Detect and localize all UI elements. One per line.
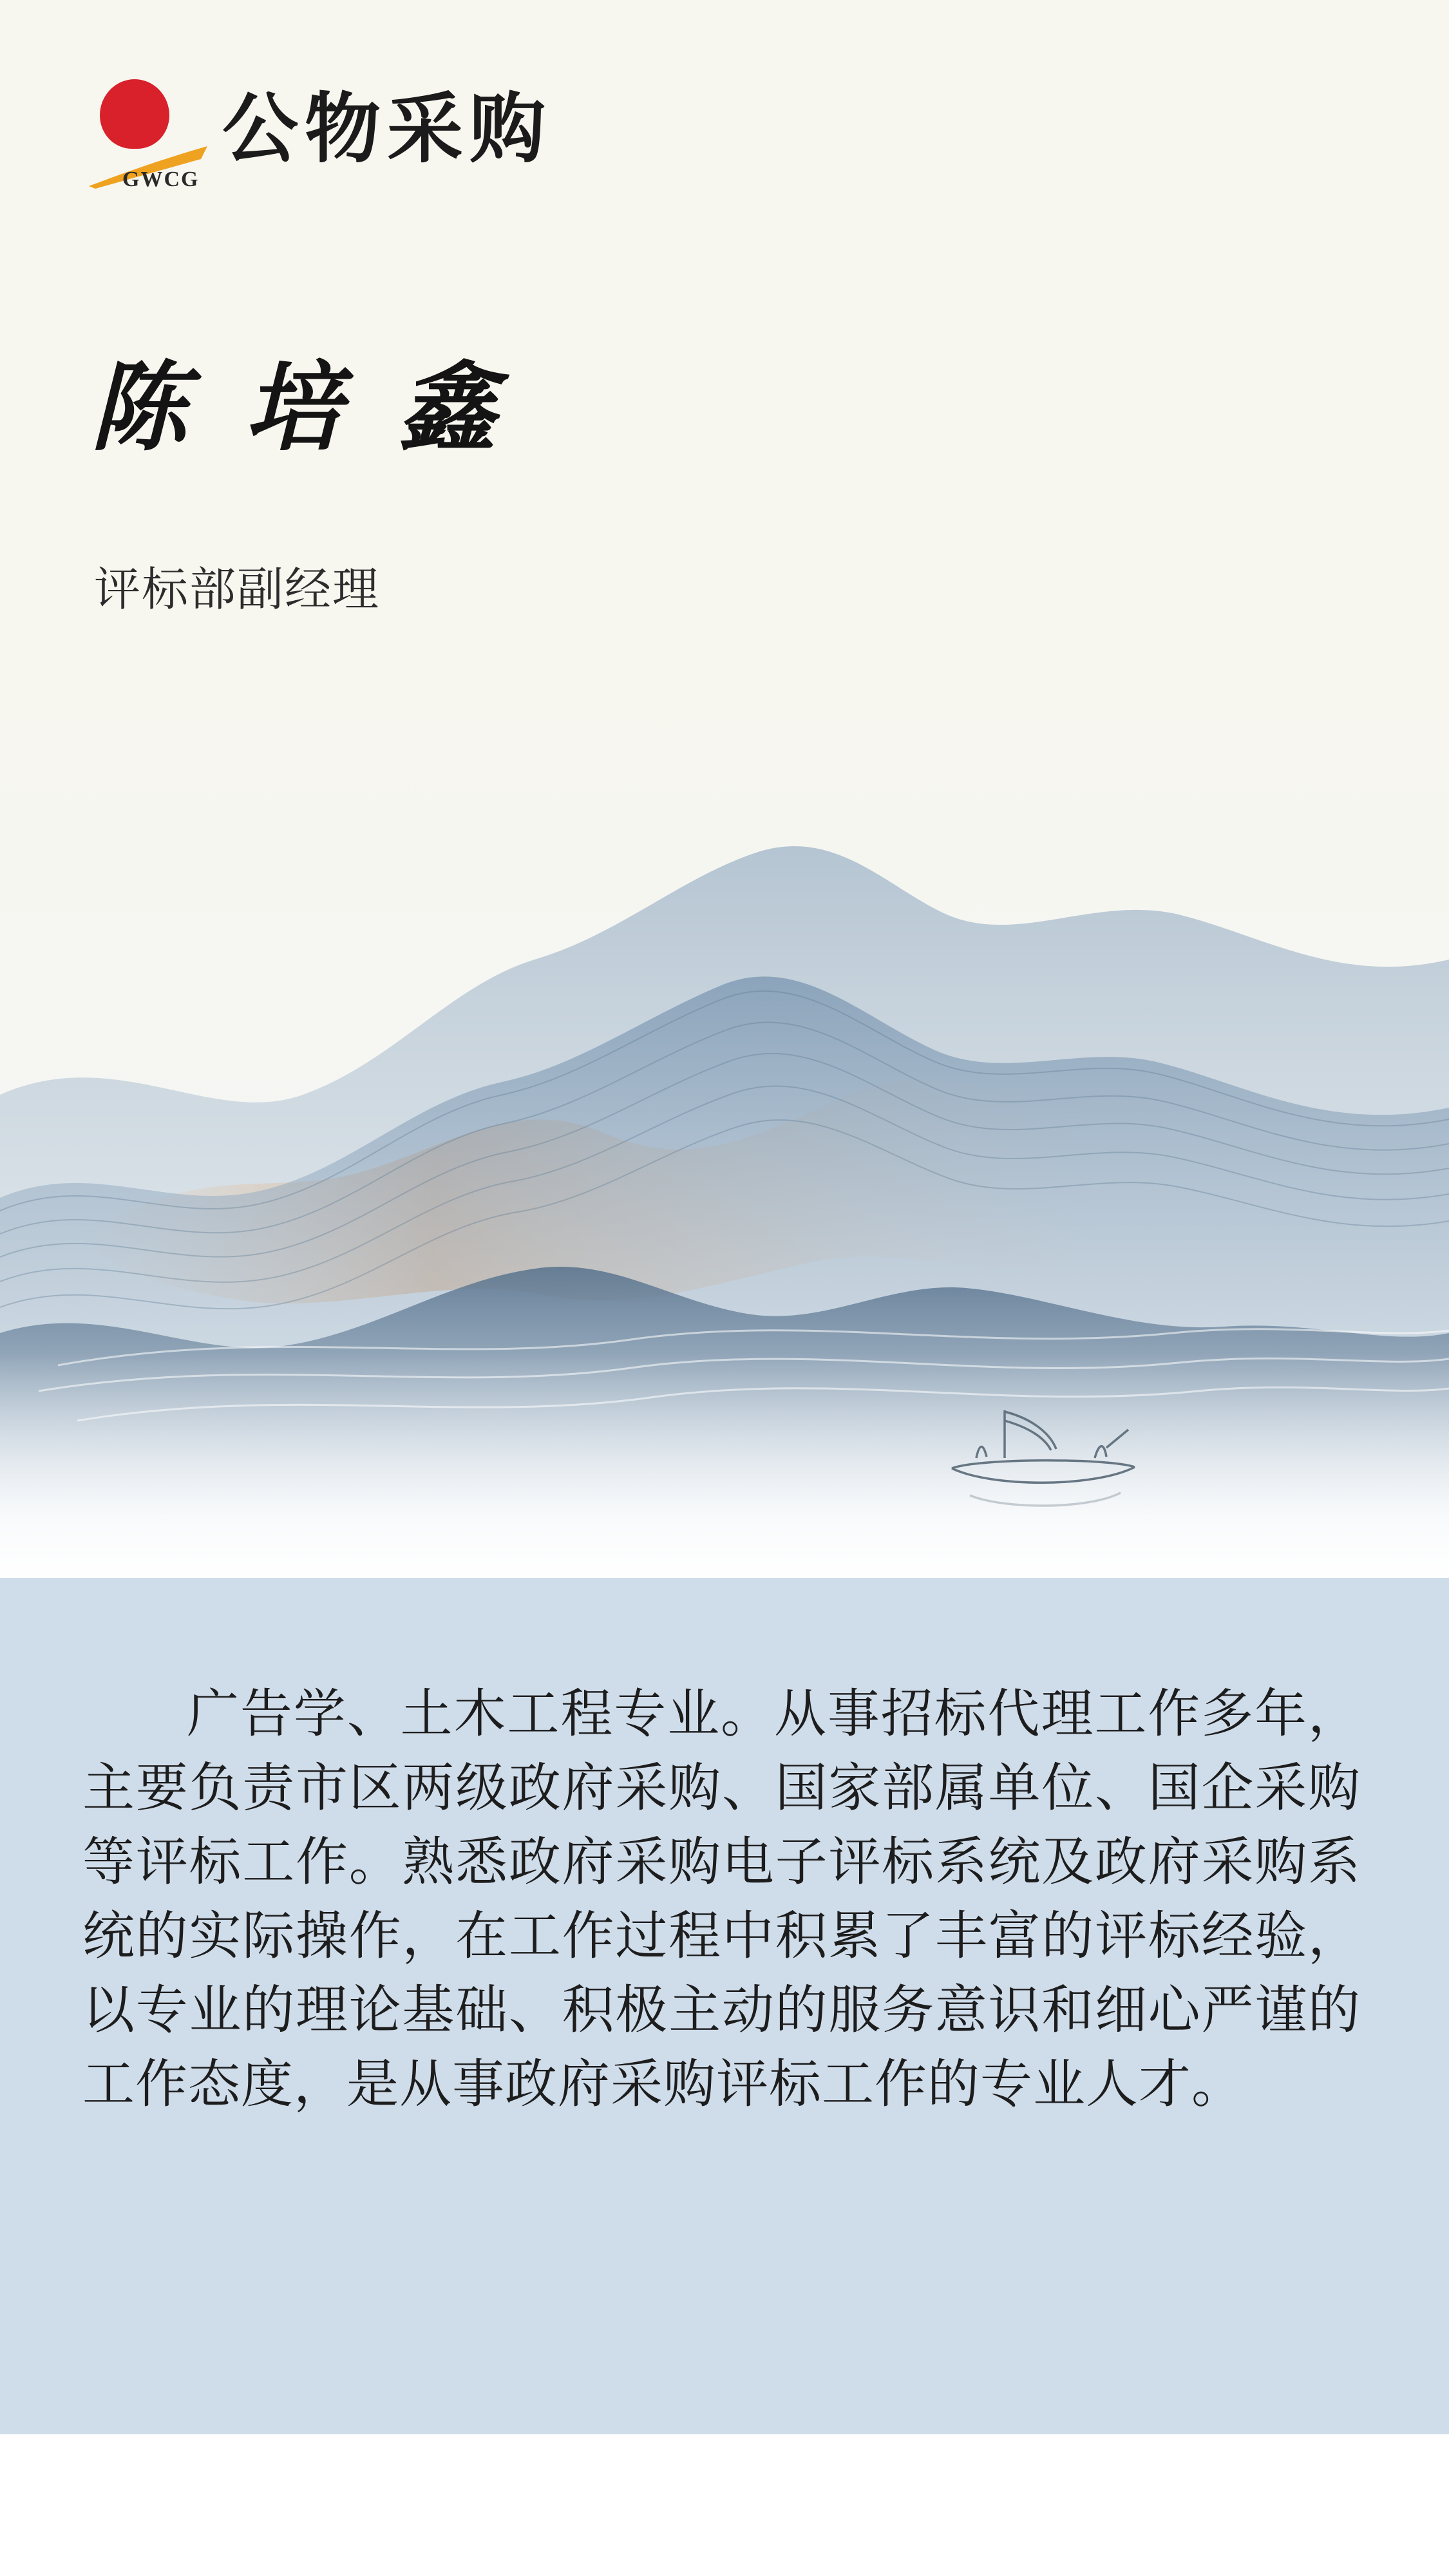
brand-name: 公物采购 [222,88,553,172]
brand-abbreviation: GWCG [122,167,200,191]
ink-landscape-artwork [0,683,1449,1584]
red-sun-icon [100,79,169,149]
footer-strip [0,2434,1449,2576]
person-name: 陈 培 鑫 [90,355,513,462]
bio-panel [0,1578,1449,2434]
bio-paragraph: 广告学、土木工程专业。从事招标代理工作多年，主要负责市区两级政府采购、国家部属单位、国企采购等评标工作。熟悉政府采购电子评标系统及政府采购系统的实际操作，在工作过程中积累了丰富的评标经验，以专业的理论基础、积极主动的服务意识和细心严谨的工作态度，是从事政府采购评标工作的专业人才。 [82,1685,1361,2114]
ink-landscape-svg [0,683,1449,1584]
brand-lockup [84,61,552,196]
logo-icon [84,68,222,196]
person-title: 评标部副经理 [94,564,381,616]
mist-overlay [0,1352,1449,1584]
